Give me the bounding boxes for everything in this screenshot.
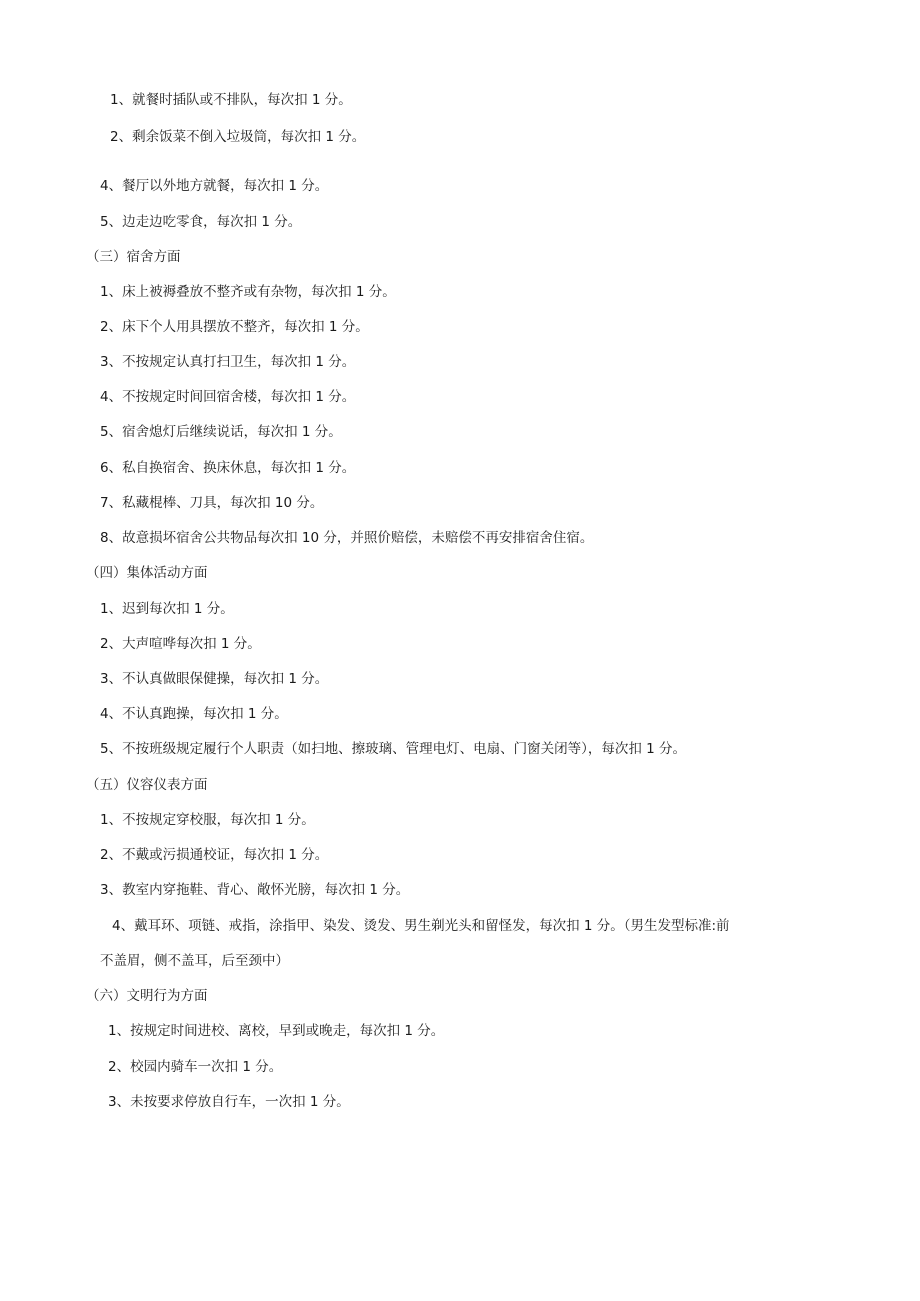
section-heading-civil-behavior: （六）文明行为方面 <box>86 988 208 1004</box>
rule-dining-1: 1、就餐时插队或不排队，每次扣 1 分。 <box>110 92 352 108</box>
rule-civil-1: 1、按规定时间进校、离校，早到或晚走，每次扣 1 分。 <box>108 1023 445 1039</box>
section-heading-appearance: （五）仪容仪表方面 <box>86 777 208 793</box>
rule-dorm-5: 5、宿舍熄灯后继续说话，每次扣 1 分。 <box>100 424 342 440</box>
rule-dorm-3: 3、不按规定认真打扫卫生，每次扣 1 分。 <box>100 354 356 370</box>
rule-civil-2: 2、校园内骑车一次扣 1 分。 <box>108 1059 283 1075</box>
rule-dress-1: 1、不按规定穿校服，每次扣 1 分。 <box>100 812 315 828</box>
rule-dress-4-continued: 不盖眉，侧不盖耳，后至颈中） <box>100 953 289 969</box>
rule-dorm-8: 8、故意损坏宿舍公共物品每次扣 10 分，并照价赔偿，未赔偿不再安排宿舍住宿。 <box>100 530 594 546</box>
rule-dorm-4: 4、不按规定时间回宿舍楼，每次扣 1 分。 <box>100 389 356 405</box>
rule-group-4: 4、不认真跑操，每次扣 1 分。 <box>100 706 288 722</box>
rule-dorm-1: 1、床上被褥叠放不整齐或有杂物，每次扣 1 分。 <box>100 284 396 300</box>
section-heading-dormitory: （三）宿舍方面 <box>86 249 181 265</box>
rule-dress-2: 2、不戴或污损通校证，每次扣 1 分。 <box>100 847 329 863</box>
section-heading-group-activities: （四）集体活动方面 <box>86 565 208 581</box>
rule-dorm-2: 2、床下个人用具摆放不整齐，每次扣 1 分。 <box>100 319 369 335</box>
rule-dining-4: 4、餐厅以外地方就餐，每次扣 1 分。 <box>100 178 329 194</box>
rule-group-1: 1、迟到每次扣 1 分。 <box>100 601 234 617</box>
rule-group-3: 3、不认真做眼保健操，每次扣 1 分。 <box>100 671 329 687</box>
rule-dining-5: 5、边走边吃零食，每次扣 1 分。 <box>100 214 302 230</box>
rule-dorm-7: 7、私藏棍棒、刀具，每次扣 10 分。 <box>100 495 324 511</box>
rule-dining-2: 2、剩余饭菜不倒入垃圾筒，每次扣 1 分。 <box>110 129 366 145</box>
rule-dress-3: 3、教室内穿拖鞋、背心、敞怀光膀，每次扣 1 分。 <box>100 882 410 898</box>
rule-dorm-6: 6、私自换宿舍、换床休息，每次扣 1 分。 <box>100 460 356 476</box>
rule-group-5: 5、不按班级规定履行个人职责（如扫地、擦玻璃、管理电灯、电扇、门窗关闭等），每次扣 1 分。 <box>100 741 687 757</box>
rule-civil-3: 3、未按要求停放自行车，一次扣 1 分。 <box>108 1094 350 1110</box>
rule-dress-4: 4、戴耳环、项链、戒指，涂指甲、染发、烫发、男生剃光头和留怪发，每次扣 1 分。（男生发型标准:前 <box>112 918 730 934</box>
rule-group-2: 2、大声喧哗每次扣 1 分。 <box>100 636 261 652</box>
